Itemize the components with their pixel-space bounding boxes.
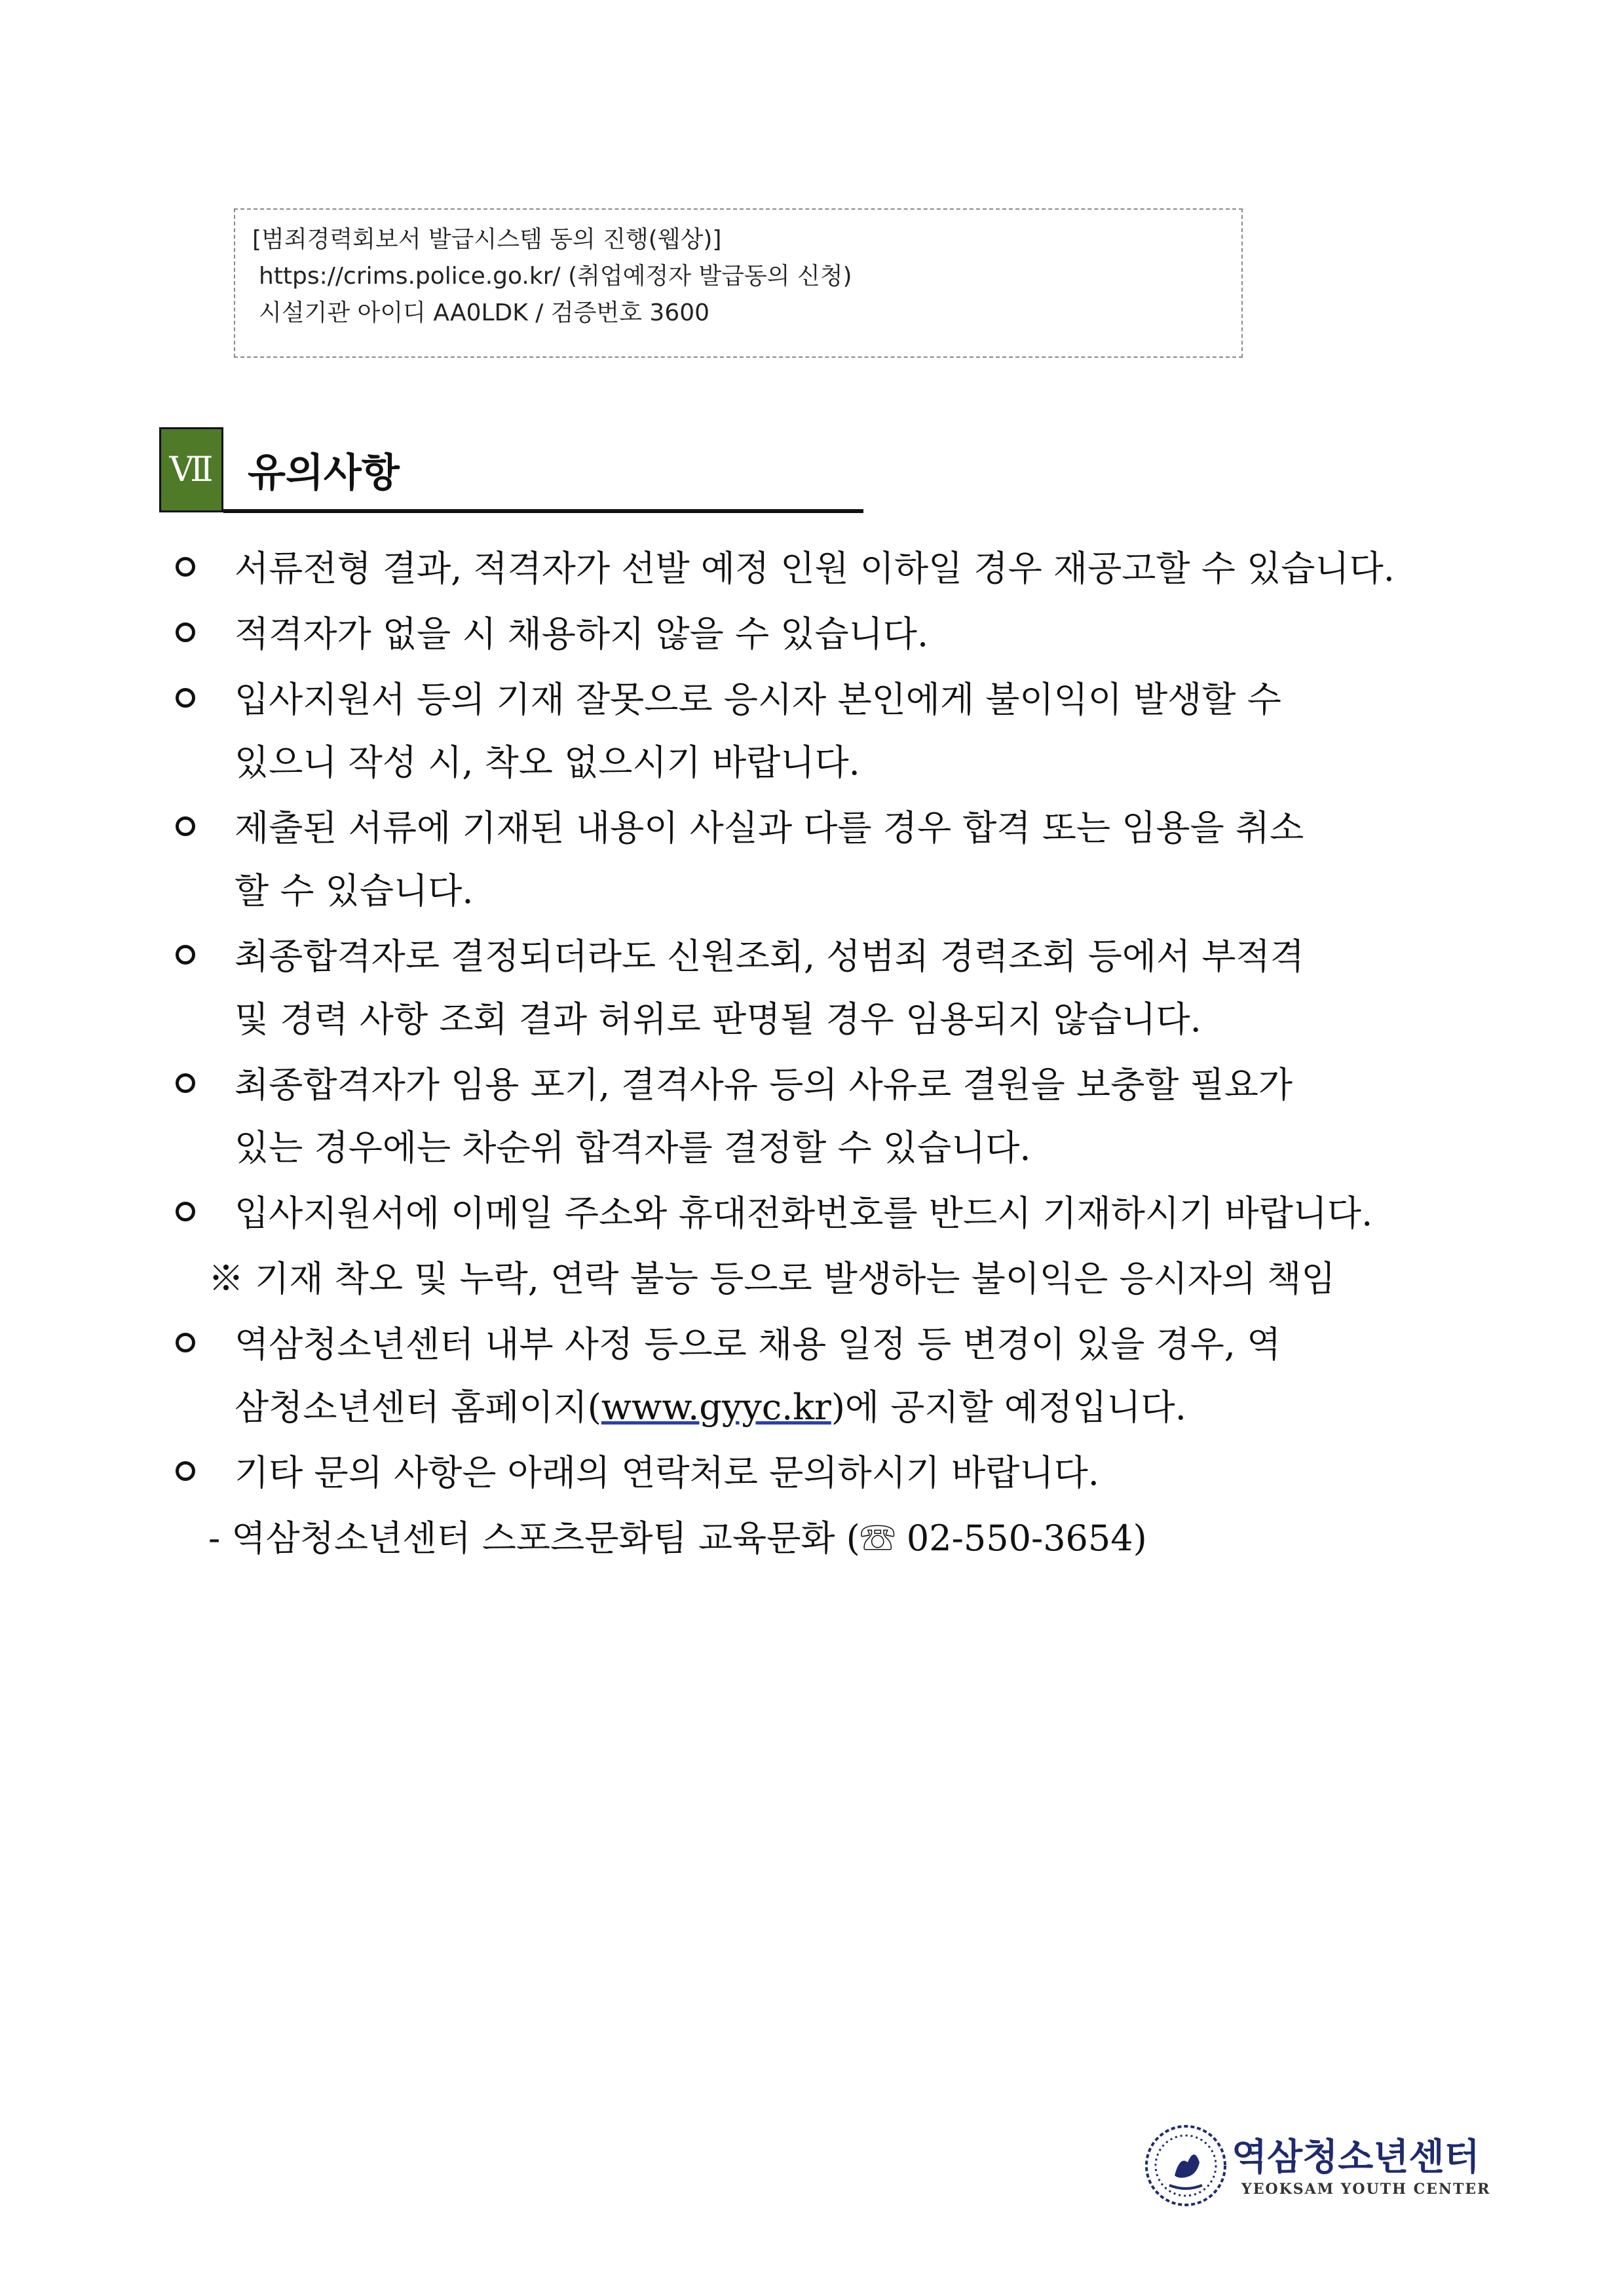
website-prefix: 삼청소년센터 홈페이지(: [235, 1387, 601, 1428]
note-line: 최종합격자로 결정되더라도 신원조회, 성범죄 경력조회 등에서 부적격: [235, 936, 1304, 977]
website-link[interactable]: www.gyyc.kr: [601, 1387, 831, 1428]
center-logo-name: 역삼청소년센터: [1232, 2136, 1480, 2179]
circle-bullet-icon: [176, 1073, 195, 1093]
note-line: 역삼청소년센터 내부 사정 등으로 채용 일정 등 변경이 있을 경우, 역: [235, 1324, 1281, 1365]
center-emblem-icon: [1143, 2123, 1228, 2208]
section-number: Ⅶ: [159, 427, 223, 512]
center-logo-sub: YEOKSAM YOUTH CENTER: [1241, 2181, 1491, 2198]
section-title: 유의사항: [248, 450, 400, 496]
info-line-3: 시설기관 아이디 AA0LDK / 검증번호 3600: [259, 299, 710, 326]
note-line: 입사지원서 등의 기재 잘못으로 응시자 본인에게 불이익이 발생할 수: [235, 679, 1281, 720]
contact-phone: 02-550-3654): [895, 1518, 1147, 1559]
phone-icon: ☏: [859, 1518, 896, 1559]
note-line: 기타 문의 사항은 아래의 연락처로 문의하시기 바랍니다.: [235, 1452, 1099, 1493]
note-item-contact: [176, 1442, 1473, 1504]
circle-bullet-icon: [176, 622, 195, 642]
criminal-record-info-box: [234, 208, 1243, 358]
note-line: 서류전형 결과, 적격자가 선발 예정 인원 이하일 경우 재공고할 수 있습니다.: [235, 548, 1395, 589]
note-line: 제출된 서류에 기재된 내용이 사실과 다를 경우 합격 또는 임용을 취소: [235, 807, 1304, 849]
note-line: 할 수 있습니다.: [235, 870, 474, 911]
note-item: [176, 668, 1473, 794]
note-item: [176, 1182, 1473, 1245]
circle-bullet-icon: [176, 1202, 195, 1221]
contact-line: [176, 1507, 1473, 1570]
info-line-2: https://crims.police.go.kr/ (취업예정자 발급동의 신청): [259, 263, 852, 290]
contact-prefix: - 역삼청소년센터 스포츠문화팀 교육문화 (: [208, 1518, 860, 1559]
circle-bullet-icon: [176, 1333, 195, 1352]
note-item-website: [176, 1313, 1473, 1439]
section-header: [159, 427, 863, 516]
note-line: 입사지원서에 이메일 주소와 휴대전화번호를 반드시 기재하시기 바랍니다.: [235, 1193, 1373, 1234]
note-line: 있는 경우에는 차순위 합격자를 결정할 수 있습니다.: [235, 1127, 1031, 1168]
note-line: 최종합격자가 임용 포기, 결격사유 등의 사유로 결원을 보충할 필요가: [235, 1064, 1293, 1105]
circle-bullet-icon: [176, 557, 195, 577]
note-line: 및 경력 사항 조회 결과 허위로 판명될 경우 임용되지 않습니다.: [235, 999, 1201, 1040]
note-item: [176, 537, 1473, 600]
note-item: [176, 925, 1473, 1051]
circle-bullet-icon: [176, 816, 195, 836]
note-line: [235, 1376, 1473, 1439]
section-underline: [223, 509, 863, 513]
circle-bullet-icon: [176, 1461, 195, 1481]
center-logo: [1143, 2123, 1491, 2215]
note-item: [176, 797, 1473, 923]
circle-bullet-icon: [176, 945, 195, 965]
warning-note: ※ 기재 착오 및 누락, 연락 불능 등으로 발생하는 불이익은 응시자의 책임: [208, 1258, 1336, 1299]
info-line-1: [범죄경력회보서 발급시스템 동의 진행(웹상)]: [252, 226, 722, 253]
note-item: [176, 603, 1473, 666]
circle-bullet-icon: [176, 688, 195, 708]
note-line: 있으니 작성 시, 착오 없으시기 바랍니다.: [235, 742, 860, 783]
note-line: 적격자가 없을 시 채용하지 않을 수 있습니다.: [235, 613, 929, 655]
website-suffix: )에 공지할 예정입니다.: [831, 1387, 1186, 1428]
note-item: [176, 1054, 1473, 1179]
notes-list: [176, 537, 1473, 1573]
